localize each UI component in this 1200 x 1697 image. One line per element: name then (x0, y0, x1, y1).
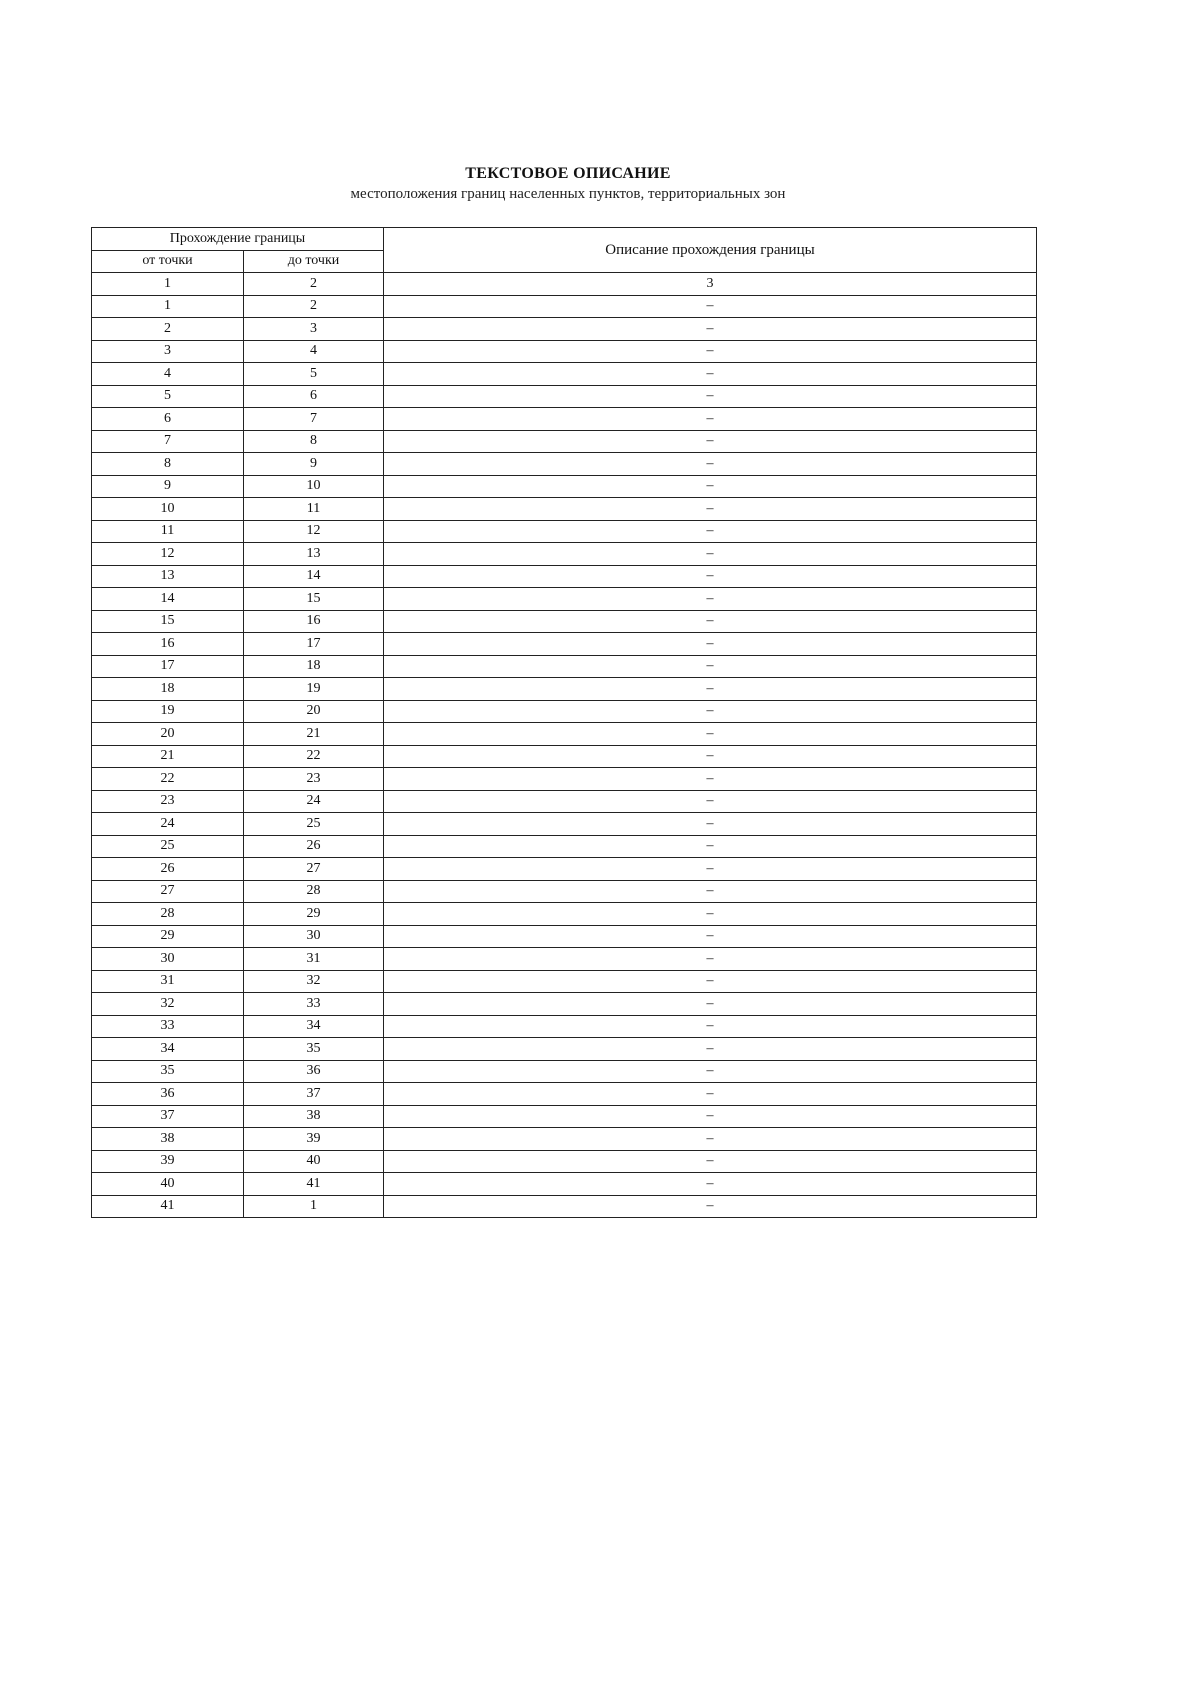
to-point-cell: 3 (244, 318, 384, 341)
from-point-cell: 7 (92, 430, 244, 453)
table-row (92, 385, 1037, 408)
from-point-cell: 12 (92, 543, 244, 566)
from-point-cell: 30 (92, 948, 244, 971)
to-point-cell: 29 (244, 903, 384, 926)
from-point-cell: 18 (92, 678, 244, 701)
description-cell: – (384, 903, 1037, 926)
to-point-cell: 18 (244, 655, 384, 678)
from-point-cell: 33 (92, 1015, 244, 1038)
to-point-cell: 13 (244, 543, 384, 566)
description-cell: – (384, 1038, 1037, 1061)
from-point-cell: 16 (92, 633, 244, 656)
boundary-table (91, 227, 1037, 1218)
column-number-row (92, 273, 1037, 296)
table-row (92, 520, 1037, 543)
description-cell: – (384, 993, 1037, 1016)
to-point-cell: 36 (244, 1060, 384, 1083)
table-row (92, 970, 1037, 993)
description-cell: – (384, 363, 1037, 386)
table-row (92, 1038, 1037, 1061)
to-point-cell: 17 (244, 633, 384, 656)
from-point-cell: 4 (92, 363, 244, 386)
table-row (92, 565, 1037, 588)
table-row (92, 925, 1037, 948)
description-cell: – (384, 1173, 1037, 1196)
from-point-cell: 9 (92, 475, 244, 498)
to-point-cell: 33 (244, 993, 384, 1016)
table-row (92, 453, 1037, 476)
from-point-cell: 39 (92, 1150, 244, 1173)
to-point-cell: 24 (244, 790, 384, 813)
description-cell: – (384, 700, 1037, 723)
to-point-cell: 28 (244, 880, 384, 903)
table-row (92, 1150, 1037, 1173)
description-cell: – (384, 1060, 1037, 1083)
from-point-cell: 28 (92, 903, 244, 926)
table-row (92, 768, 1037, 791)
description-cell: – (384, 633, 1037, 656)
group-header: Прохождение границы (92, 228, 384, 251)
description-cell: – (384, 1015, 1037, 1038)
description-cell: – (384, 678, 1037, 701)
table-row (92, 1015, 1037, 1038)
to-point-cell: 30 (244, 925, 384, 948)
table-row (92, 363, 1037, 386)
to-point-cell: 31 (244, 948, 384, 971)
description-cell: – (384, 655, 1037, 678)
from-point-cell: 41 (92, 1195, 244, 1218)
table-row (92, 1105, 1037, 1128)
from-point-cell: 11 (92, 520, 244, 543)
table-row (92, 745, 1037, 768)
from-point-cell: 31 (92, 970, 244, 993)
to-point-cell: 39 (244, 1128, 384, 1151)
to-point-cell: 41 (244, 1173, 384, 1196)
description-cell: – (384, 880, 1037, 903)
table-row (92, 903, 1037, 926)
from-point-cell: 20 (92, 723, 244, 746)
table-row (92, 318, 1037, 341)
table-header-row (92, 228, 1037, 251)
to-point-cell: 2 (244, 295, 384, 318)
description-cell: – (384, 295, 1037, 318)
description-cell: – (384, 520, 1037, 543)
to-point-cell: 21 (244, 723, 384, 746)
to-point-cell: 35 (244, 1038, 384, 1061)
from-point-cell: 32 (92, 993, 244, 1016)
description-cell: – (384, 948, 1037, 971)
description-cell: – (384, 790, 1037, 813)
table-row (92, 858, 1037, 881)
column-number-from: 1 (92, 273, 244, 296)
table-row (92, 1083, 1037, 1106)
from-point-cell: 29 (92, 925, 244, 948)
to-point-cell: 1 (244, 1195, 384, 1218)
to-point-cell: 14 (244, 565, 384, 588)
description-cell: – (384, 408, 1037, 431)
description-cell: – (384, 745, 1037, 768)
description-cell: – (384, 588, 1037, 611)
description-header: Описание прохождения границы (384, 228, 1037, 273)
table-body (92, 295, 1037, 1218)
from-point-cell: 3 (92, 340, 244, 363)
table-row (92, 1128, 1037, 1151)
from-point-cell: 6 (92, 408, 244, 431)
from-point-cell: 37 (92, 1105, 244, 1128)
table-row (92, 633, 1037, 656)
table-row (92, 993, 1037, 1016)
description-cell: – (384, 970, 1037, 993)
table-row (92, 588, 1037, 611)
table-row (92, 543, 1037, 566)
description-cell: – (384, 768, 1037, 791)
to-point-cell: 27 (244, 858, 384, 881)
to-point-cell: 10 (244, 475, 384, 498)
to-point-cell: 9 (244, 453, 384, 476)
from-point-cell: 14 (92, 588, 244, 611)
table-row (92, 340, 1037, 363)
description-cell: – (384, 1105, 1037, 1128)
table-row (92, 835, 1037, 858)
table-row (92, 880, 1037, 903)
to-point-cell: 25 (244, 813, 384, 836)
from-point-cell: 23 (92, 790, 244, 813)
table-row (92, 790, 1037, 813)
column-number-desc: 3 (384, 273, 1037, 296)
table-row (92, 813, 1037, 836)
description-cell: – (384, 475, 1037, 498)
table-row (92, 1173, 1037, 1196)
to-point-cell: 22 (244, 745, 384, 768)
description-cell: – (384, 813, 1037, 836)
from-point-cell: 8 (92, 453, 244, 476)
to-point-cell: 26 (244, 835, 384, 858)
to-point-cell: 23 (244, 768, 384, 791)
from-point-cell: 25 (92, 835, 244, 858)
from-point-cell: 36 (92, 1083, 244, 1106)
description-cell: – (384, 1195, 1037, 1218)
from-point-cell: 24 (92, 813, 244, 836)
from-point-cell: 10 (92, 498, 244, 521)
to-point-cell: 20 (244, 700, 384, 723)
description-cell: – (384, 430, 1037, 453)
description-cell: – (384, 543, 1037, 566)
from-point-cell: 19 (92, 700, 244, 723)
table-row (92, 1060, 1037, 1083)
description-cell: – (384, 723, 1037, 746)
to-point-cell: 32 (244, 970, 384, 993)
to-point-cell: 4 (244, 340, 384, 363)
to-point-cell: 38 (244, 1105, 384, 1128)
column-number-to: 2 (244, 273, 384, 296)
to-point-cell: 8 (244, 430, 384, 453)
to-point-cell: 11 (244, 498, 384, 521)
description-cell: – (384, 565, 1037, 588)
from-point-cell: 40 (92, 1173, 244, 1196)
to-point-cell: 5 (244, 363, 384, 386)
description-cell: – (384, 858, 1037, 881)
from-point-cell: 27 (92, 880, 244, 903)
from-point-cell: 1 (92, 295, 244, 318)
from-point-cell: 22 (92, 768, 244, 791)
document-title: ТЕКСТОВОЕ ОПИСАНИЕ (465, 165, 671, 182)
from-point-header: от точки (92, 250, 244, 273)
description-cell: – (384, 1150, 1037, 1173)
table-row (92, 408, 1037, 431)
to-point-cell: 7 (244, 408, 384, 431)
to-point-cell: 34 (244, 1015, 384, 1038)
description-cell: – (384, 385, 1037, 408)
table-row (92, 723, 1037, 746)
table-row (92, 678, 1037, 701)
from-point-cell: 26 (92, 858, 244, 881)
to-point-header: до точки (244, 250, 384, 273)
description-cell: – (384, 835, 1037, 858)
table-row (92, 498, 1037, 521)
table-row (92, 948, 1037, 971)
to-point-cell: 40 (244, 1150, 384, 1173)
description-cell: – (384, 1128, 1037, 1151)
table-row (92, 475, 1037, 498)
from-point-cell: 21 (92, 745, 244, 768)
description-cell: – (384, 318, 1037, 341)
table-row (92, 430, 1037, 453)
document-header (0, 164, 1136, 204)
from-point-cell: 15 (92, 610, 244, 633)
from-point-cell: 5 (92, 385, 244, 408)
table-row (92, 295, 1037, 318)
table-row (92, 700, 1037, 723)
description-cell: – (384, 453, 1037, 476)
to-point-cell: 37 (244, 1083, 384, 1106)
description-cell: – (384, 1083, 1037, 1106)
from-point-cell: 13 (92, 565, 244, 588)
table-row (92, 1195, 1037, 1218)
description-cell: – (384, 925, 1037, 948)
to-point-cell: 12 (244, 520, 384, 543)
from-point-cell: 35 (92, 1060, 244, 1083)
document-subtitle: местоположения границ населенных пунктов, территориальных зон (350, 186, 786, 202)
to-point-cell: 16 (244, 610, 384, 633)
from-point-cell: 2 (92, 318, 244, 341)
table-row (92, 655, 1037, 678)
description-cell: – (384, 610, 1037, 633)
from-point-cell: 34 (92, 1038, 244, 1061)
from-point-cell: 38 (92, 1128, 244, 1151)
to-point-cell: 6 (244, 385, 384, 408)
table-row (92, 610, 1037, 633)
description-cell: – (384, 498, 1037, 521)
description-cell: – (384, 340, 1037, 363)
to-point-cell: 19 (244, 678, 384, 701)
from-point-cell: 17 (92, 655, 244, 678)
to-point-cell: 15 (244, 588, 384, 611)
